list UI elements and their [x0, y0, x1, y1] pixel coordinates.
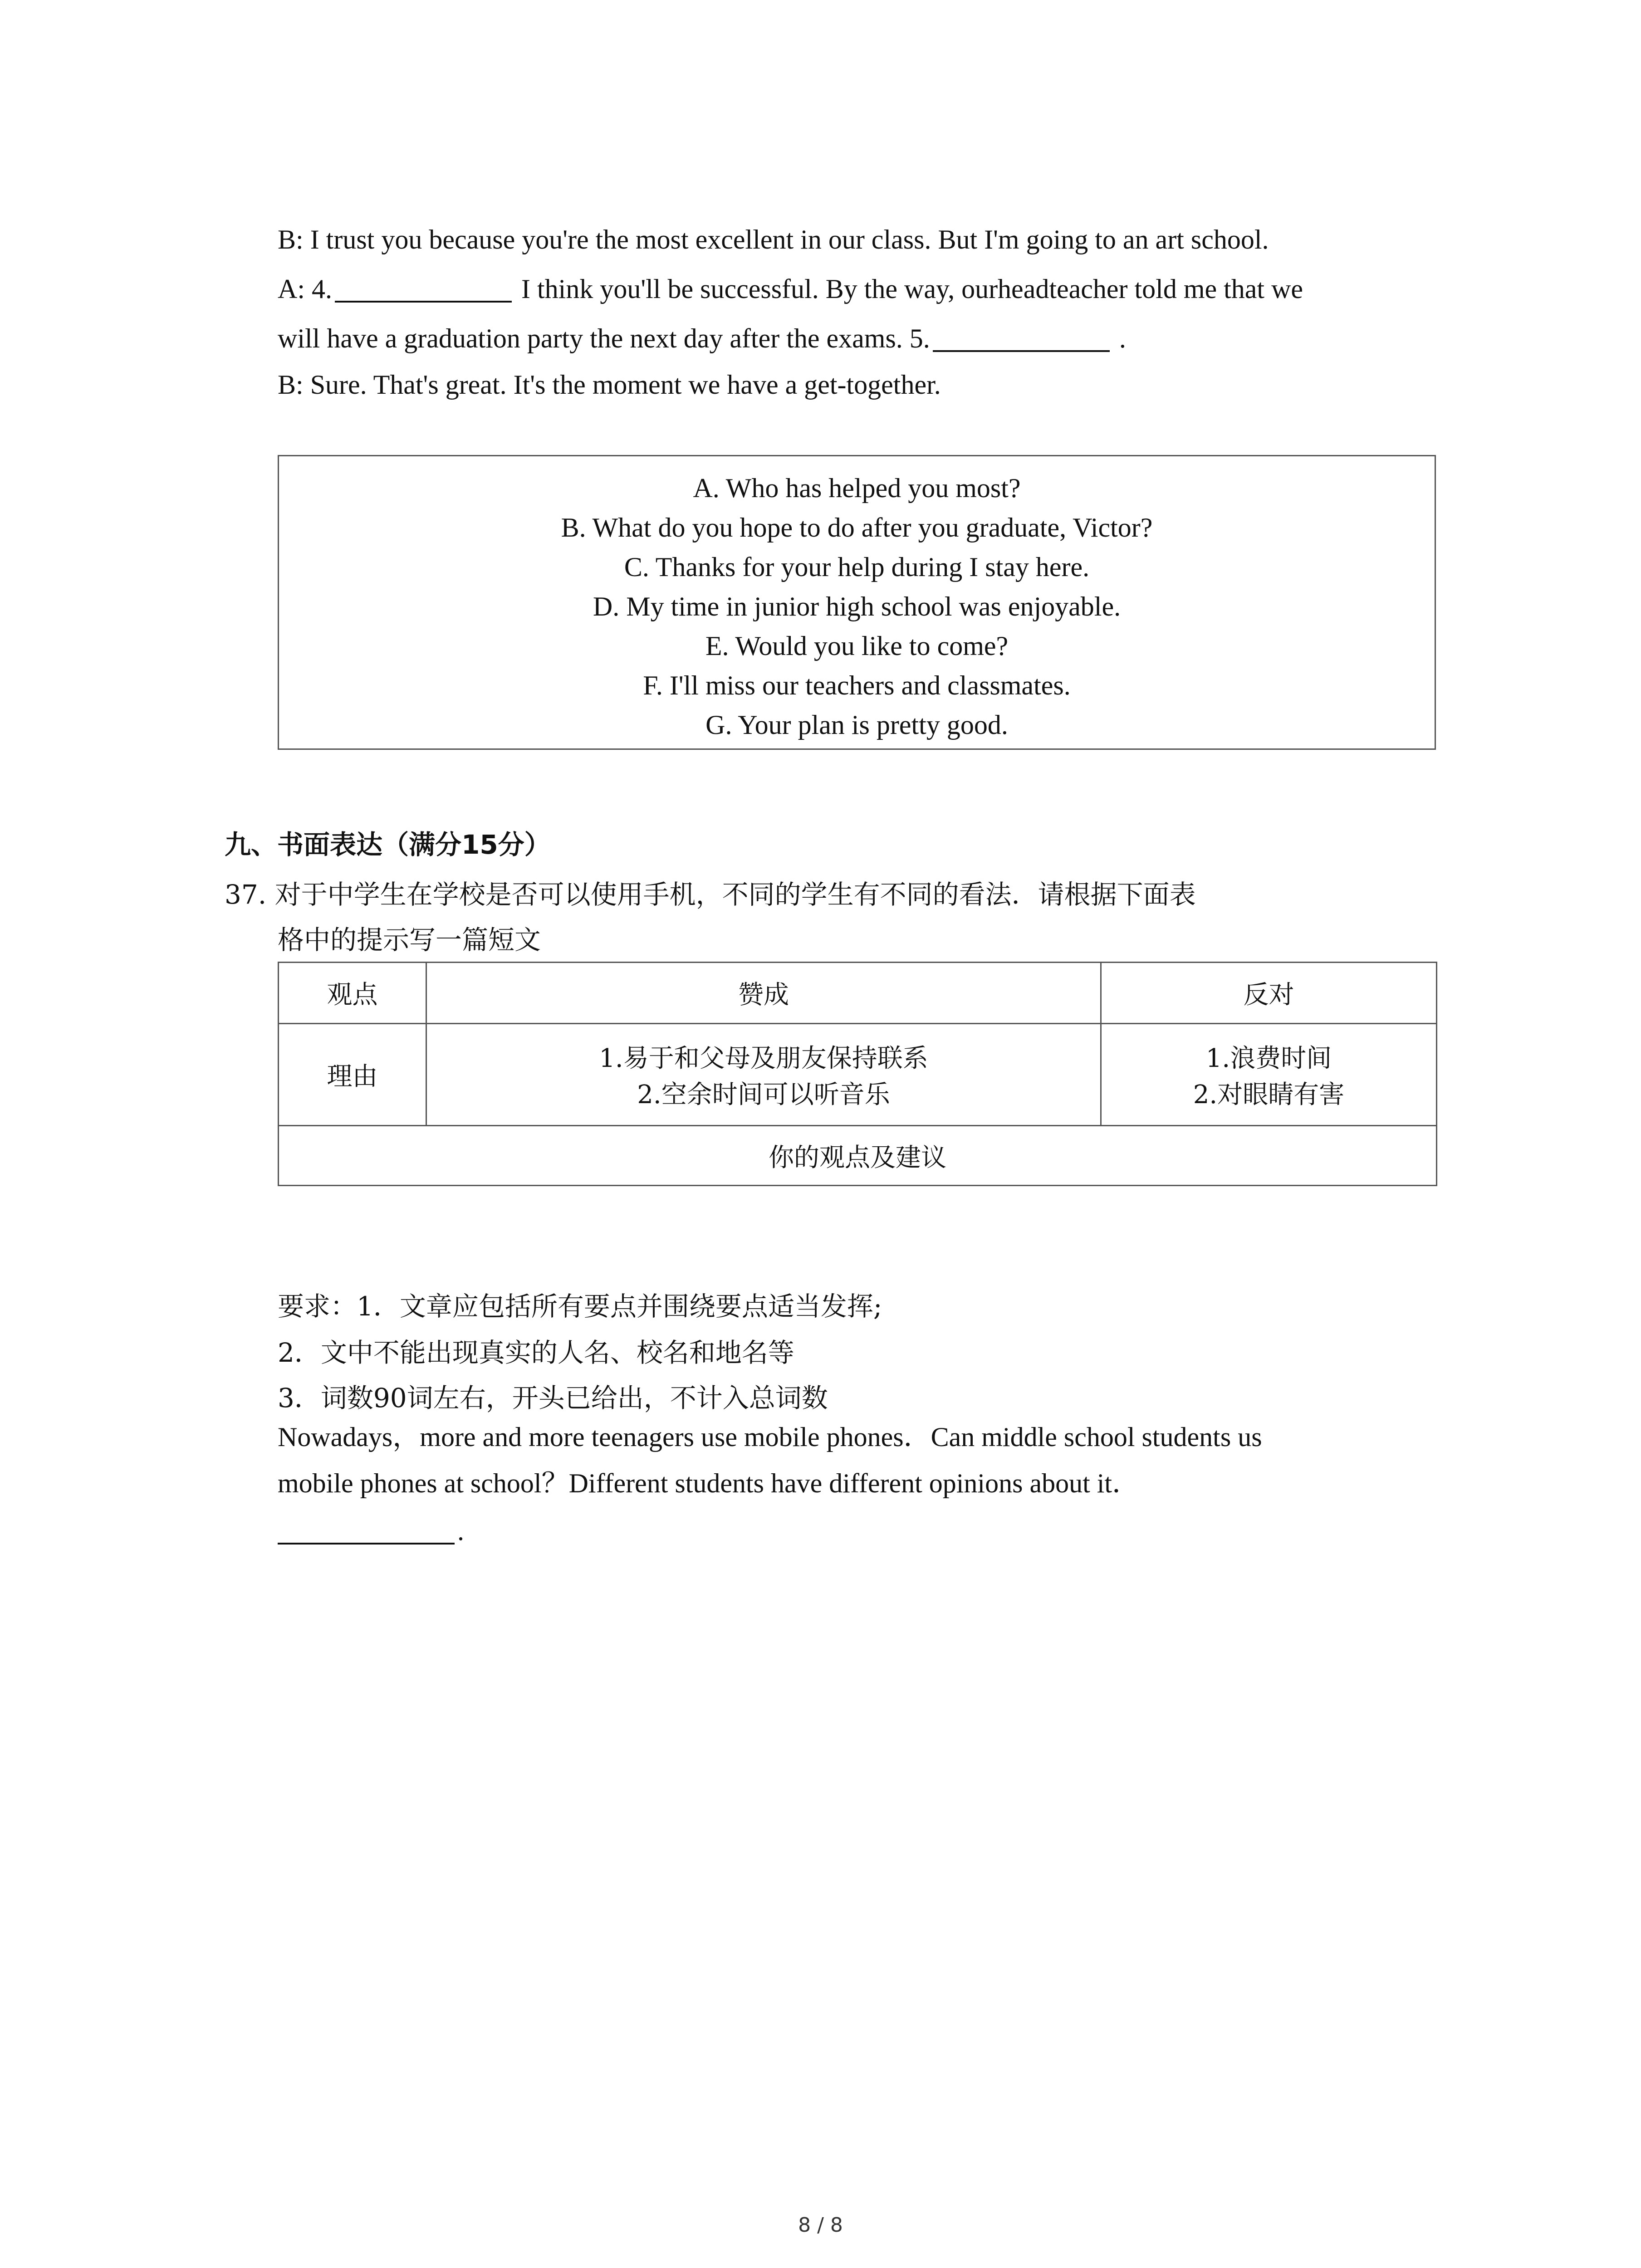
question-37-line-1: 37. 对于中学生在学校是否可以使用手机，不同的学生有不同的看法．请根据下面表: [225, 879, 1196, 910]
essay-line-2: mobile phones at school？Different students have different opinions about it．: [278, 1468, 1140, 1498]
essay-line-1: Nowadays，more and more teenagers use mobile phones．Can middle school students us: [278, 1422, 1262, 1452]
header-against: 反对: [1101, 963, 1437, 1024]
dialogue-line-2: [278, 275, 1303, 303]
dialogue-line-2-suffix: I think you'll be successful. By the way, ourheadteacher told me that we: [514, 274, 1303, 304]
option-d: D. My time in junior high school was enjoyable.: [593, 591, 1121, 621]
answer-blank-5[interactable]: [933, 327, 1110, 352]
dialogue-line-1: B: I trust you because you're the most excellent in our class. But I'm going to an art school.: [278, 225, 1269, 254]
requirement-3: 3．词数90词左右，开头已给出，不计入总词数: [278, 1383, 828, 1413]
header-for: 赞成: [426, 963, 1101, 1024]
essay-answer-line: [278, 1517, 464, 1545]
options-box: [278, 455, 1436, 750]
question-37-line-2: 格中的提示写一篇短文: [278, 924, 541, 955]
con-reason-1: 1.浪费时间: [1205, 1044, 1332, 1073]
row-label-reasons: 理由: [279, 1024, 426, 1126]
requirement-2: 2．文中不能出现真实的人名、校名和地名等: [278, 1337, 794, 1368]
requirement-1: 要求：1．文章应包括所有要点并围绕要点适当发挥;: [278, 1291, 882, 1322]
option-a: A. Who has helped you most?: [693, 473, 1021, 503]
dialogue-line-4: B: Sure. That's great. It's the moment we have a get-together.: [278, 370, 941, 400]
dialogue-line-3-suffix: .: [1112, 323, 1126, 353]
dialogue-line-2-prefix: A: 4.: [278, 274, 332, 304]
pro-reason-1: 1.易于和父母及朋友保持联系: [599, 1044, 928, 1073]
essay-answer-blank[interactable]: [278, 1519, 455, 1545]
dialogue-line-3-prefix: will have a graduation party the next day after the exams. 5.: [278, 323, 930, 353]
option-b: B. What do you hope to do after you graduate, Victor?: [561, 513, 1153, 543]
dialogue-line-3: [278, 325, 1126, 352]
con-reason-2: 2.对眼睛有害: [1193, 1080, 1345, 1110]
option-c: C. Thanks for your help during I stay here.: [624, 552, 1090, 582]
opinion-table: [278, 962, 1437, 1186]
your-opinion-row: 你的观点及建议: [279, 1126, 1437, 1186]
section-title: 九、书面表达（满分15分）: [225, 829, 551, 860]
header-viewpoint: 观点: [279, 963, 426, 1024]
pro-reason-2: 2.空余时间可以听音乐: [637, 1080, 890, 1110]
con-reasons: [1101, 1024, 1437, 1126]
pro-reasons: [426, 1024, 1101, 1126]
page-number: 8 / 8: [798, 2214, 843, 2237]
option-g: G. Your plan is pretty good.: [705, 710, 1008, 740]
option-e: E. Would you like to come?: [705, 631, 1009, 661]
option-f: F. I'll miss our teachers and classmates.: [643, 670, 1071, 700]
answer-blank-4[interactable]: [335, 277, 512, 303]
essay-end-period: .: [457, 1516, 464, 1546]
